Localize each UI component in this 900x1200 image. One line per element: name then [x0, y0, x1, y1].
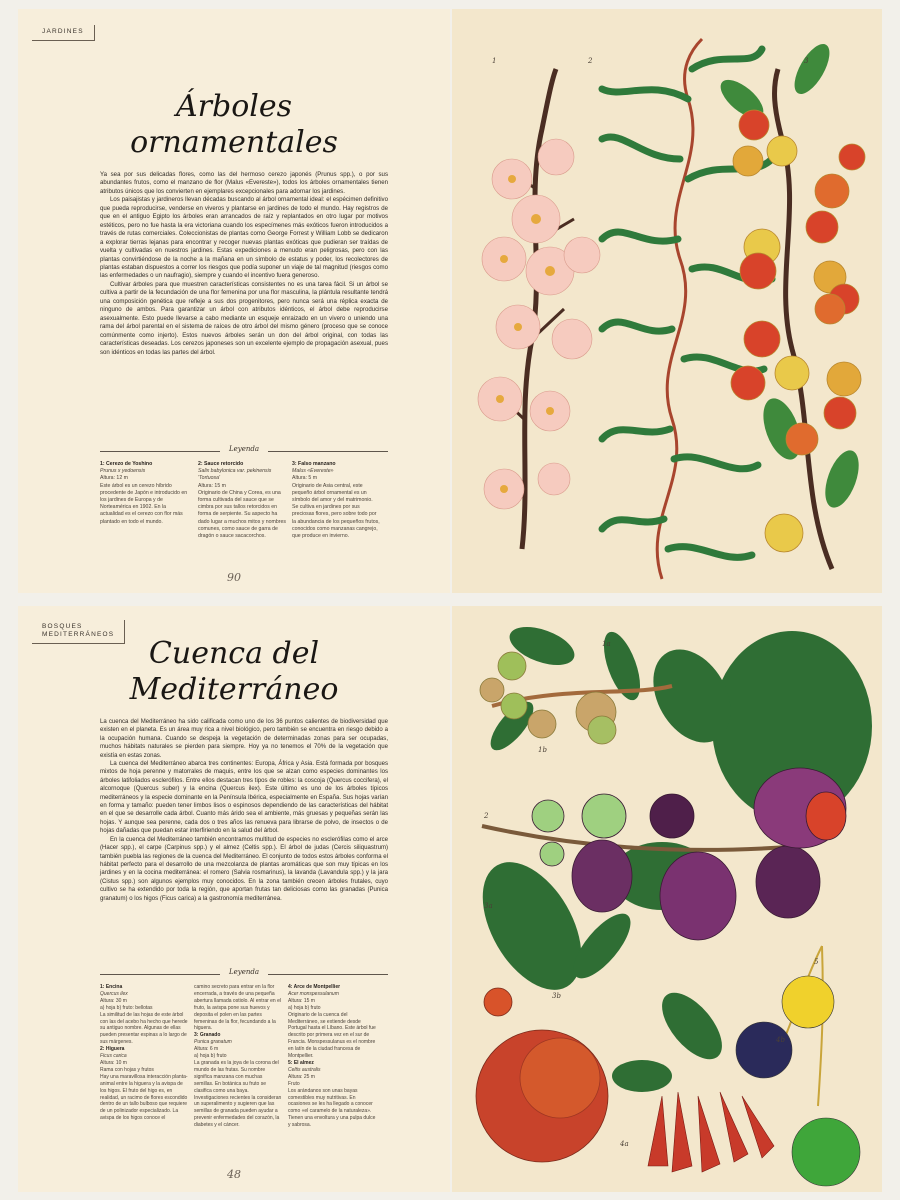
illustration-plate-1	[452, 9, 882, 593]
plate-number: 1b	[538, 746, 547, 754]
plate-number: 1	[492, 57, 497, 65]
plate-number: 1a	[602, 640, 611, 648]
page-title: Cuenca del Mediterráneo	[129, 636, 339, 707]
hackberry-illustration	[736, 976, 860, 1186]
legend-item: 4: Arce de Montpellier Acer monspessulanum Altura: 15 m a) hoja b) fruto Originario de la cuenca del Mediterráneo, se extiende desde Portugal hasta el Líbano. Este árbol fue descrito por primera vez en el sur de Francia. Monspessulanus es el nombre en latín de la ciudad francesa de Montpellier. 5: El almez Celtis australis Altura: 25 m Fruto Los arándanos son unas bayas comestibles muy nutritivas. En ocasiones se les ha llegado a conocer como «el caramelo de la naturaleza». Tienen una envoltura y una pulpa dulce y sabrosa.	[288, 984, 376, 1129]
body-text: Ya sea por sus delicadas flores, como las del hermoso cerezo japonés (Prunus spp.), o por sus abundantes frutos, como el manzano de flor (Malus «Evereste»), todos los árboles ornamentales tienen atributos únicos que los convierten en ejemplares excepcionales para adornar los jardines. Los paisajistas y jardineros llevan décadas buscando al árbol ornamental ideal: el espécimen definitivo que pueda reproducirse, venderse en viveros y plantarse en jardines de todo el mundo. Hay registros de que en el antiguo Egipto los árboles eran arrancados de raíz y replantados en otro lugar por motivos estéticos, pero no fue hasta la era victoriana cuando los especímenes más exóticos fueron introducidos a través de rutas comerciales. Coleccionistas de plantas como George Forrest y William Lobb se dedicaron a explorar tierras lejanas para encontrar y recoger nuevas plantas exóticas que pudieran ser traídas de vuelta y cultivadas en nuestros jardines. Estas expediciones a menudo eran peligrosas, pero con las plantas convirtiéndose de la noche a la mañana en un símbolo de estatus y poder, los recolectores de plantas estaban dispuestos a correr los riesgos que podía suponer un viaje de tal magnitud (riesgos como las enfermedades o un naufragio), siempre y cuando el incentivo fuera generoso. Cultivar árboles para que muestren características consistentes no es una tarea fácil. Si un árbol se cultiva a partir de la fecundación de una flor femenina por una flor masculina, la plántula resultante tendrá una composición genética que refleje a sus dos progenitores, pero nunca será una réplica exacta de ninguno de ambos. Para garantizar un árbol con atributos idénticos, el árbol debe reproducirse asexualmente. Esto puede llevarse a cabo mediante un esqueje enraizado en un vivero o uniendo una rama del árbol parental en el sistema de raíces de otro árbol del mismo género (proceso que se conoce comúnmente como injerto). Estos nuevos árboles serán un don del árbol original, con todas las características deseadas. Los cerezos japoneses son un excelente ejemplo de propagación asexual, pues son idénticos en todas las partes del árbol.	[100, 171, 388, 356]
plate-number: 3a	[484, 902, 493, 910]
section-tag: BOSQUES MEDITERRÁNEOS	[32, 620, 125, 644]
legend-item: 1: Encina Quercus ilex Altura: 30 m a) hoja b) fruto: bellotas La similitud de las hojas de este árbol con las del acebo ha hecho que herede su antiguo nombre. Algunas de ellas pueden presentar espinas a lo largo de sus márgenes. 2: Higuera Ficus carica Altura: 10 m Rama con hojas y frutos Hay una maravillosa interacción planta-animal entre la higuera y la avispa de los higos. El fruto del higo es, en realidad, un racimo de flores escondido dentro de un tallo bulboso que requiere de un polinizador especializado. La avispa de los higos conoce el	[100, 984, 188, 1122]
page-title: Árboles ornamentales	[130, 89, 338, 160]
plate-number: 5	[814, 958, 819, 966]
crab-apple-branch-illustration	[714, 39, 865, 569]
pomegranate-illustration	[476, 988, 608, 1162]
plate-number: 2	[588, 57, 593, 65]
fig-cluster	[532, 768, 846, 940]
page-number: 48	[227, 1168, 241, 1181]
legend-item: 3: Falso manzano Malus «Evereste» Altura: 5 m Originario de Asia central, este pequeño árbol ornamental es un símbolo del amor y del matrimonio. Se cultiva en jardines por sus preciosas flores, pero sobre todo por la abundancia de los pequeños frutos, conocidos como manzanas cangrejo, que produce en invierno.	[292, 461, 380, 540]
cherry-branch-illustration	[478, 69, 600, 549]
mediterranean-plants-illustration	[452, 606, 882, 1192]
illustration-plate-2	[452, 606, 882, 1192]
ornamental-trees-illustration	[452, 9, 882, 593]
text-page-2	[18, 606, 450, 1192]
section-tag: JARDINES	[32, 25, 95, 41]
legend-item: 1: Cerezo de Yoshino Prunus x yedoensis Altura: 12 m Este árbol es un cerezo híbrido procedente de Japón e introducido en los jardines de Europa y de Norteamérica en 1902. En la actualidad es el cerezo con flor más plantado en todo el mundo.	[100, 461, 188, 525]
maple-fruit-illustration	[648, 1092, 774, 1172]
legend-header: Leyenda	[100, 968, 388, 980]
plate-number: 3	[804, 57, 809, 65]
plate-number: 4b	[776, 1036, 785, 1044]
plate-number: 3b	[552, 992, 561, 1000]
plate-number: 2	[484, 812, 489, 820]
page-number: 90	[227, 571, 241, 584]
legend-item: camino secreto para entrar en la flor encerrada, a través de una pequeña abertura llamada ostiolo. Al entrar en el fruto, la avispa pone sus huevos y deposita el polen en las partes femeninas de la flor, fecundando a la higuera. 3: Granado Punica granatum Altura: 6 m a) hoja b) fruto La granada es la joya de la corona del mundo de las frutas. Su nombre significa manzana con muchas semillas. En botánica su fruto se clasifica como una baya. Investigaciones recientes la consideran un superalimento y sugieren que las semillas de granada pueden ayudar a prevenir enfermedades del corazón, la diabetes y el cáncer.	[194, 984, 282, 1129]
legend-header: Leyenda	[100, 445, 388, 457]
body-text: La cuenca del Mediterráneo ha sido calificada como uno de los 36 puntos calientes de biodiversidad que existen en el planeta. Es un área muy rica a nivel biológico, pero también se encuentra en riesgo debido a la ocupación humana. Cuando se despeja la vegetación de determinadas zonas para ser ocupadas, muchos hábitats naturales se pierden para siempre. Hoy ya no tenemos el 70% de la vegetación que existía en estas zonas. La cuenca del Mediterráneo abarca tres continentes: Europa, África y Asia. Está formada por bosques mixtos de hoja perenne y matorrales de maquis, entre los que se alzan como especies dominantes los árboles latifoliados esclerófilos. Entre ellos destacan tres tipos de robles: la coscoja (Quercus coccifera), el alcornoque (Quercus suber) y la encina (Quercus ilex). Este último es uno de los árboles típicos mediterráneos y la especie dominante en la Península Ibérica, especialmente en España. Sus hojas varían en forma y tamaño: pueden tener limbos lisos o espinosos dependiendo de las características del hábitat en el que se desarrolle cada árbol. Cuanto más árido sea el ambiente, más gruesas y pequeñas serán las hojas. Y aunque sea perenne, cada dos o tres años las renueva para librarse de polvo, de insectos o de hojas dañadas que puedan estar interfiriendo en la salud del árbol. En la cuenca del Mediterráneo también encontramos multitud de especies no esclerófilas como el arce (Hacer spp.), el carpe (Carpinus spp.) y el almez (Celtis spp.). El árbol de judas (Cercis siliquastrum) también puebla las regiones de la cuenca del Mediterráneo. El conjunto de todos estos árboles conforma el hábitat perfecto para el desarrollo de una mezcolanza de plantas aromáticas que son muy típicas en los jardines y en la cocina mediterránea: el romero (Salvia rosmarinus), la lavanda (Lavandula spp.) y la jara (Cistus spp.) son algunos ejemplos muy conocidos. En la zona también crecen árboles frutales, cuyo cultivo se ha extendido por toda la región, que aportan frutas tan deliciosas como las granadas (Punica granatum) o los higos (Ficus carica) a la gastronomía mediterránea.	[100, 719, 388, 902]
legend-item: 2: Sauce retorcido Salix babylonica var. pekinensis 'Tortuosa' Altura: 15 m Originario de China y Corea, es una forma cultivada del sauce que se cimbra por sus tallos retorcidos en forma de serpiente. Su aspecto ha dado lugar a muchos mitos y nombres comunes, como sauce de garra de dragón o sauce sacacorchos.	[198, 461, 286, 540]
text-page-1	[18, 9, 450, 593]
plate-number: 4a	[620, 1140, 629, 1148]
